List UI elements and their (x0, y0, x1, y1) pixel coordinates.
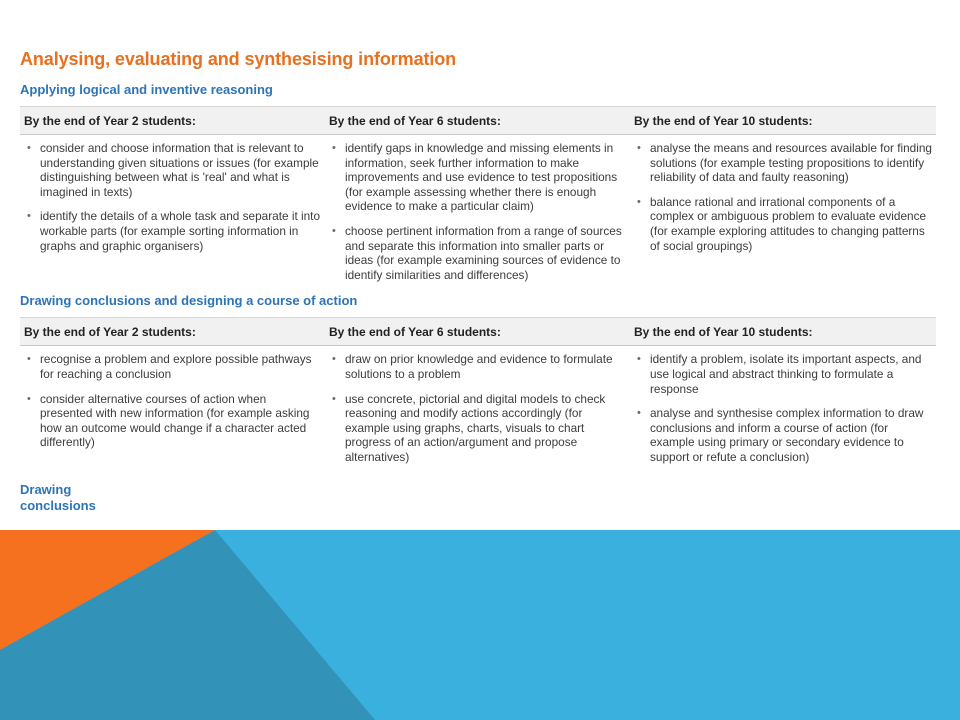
table-header-row (20, 107, 936, 135)
bullet-icon: • (637, 407, 641, 420)
bullet-icon: • (27, 210, 31, 223)
list-item-text: choose pertinent information from a range of sources and separate this information into smaller parts or ideas (for example examining sources of evidence to identify similarities and differences) (345, 223, 622, 282)
list-item-text: analyse the means and resources available for finding solutions (for example testing propositions to identify reliability of data and faulty reasoning) (650, 141, 932, 185)
clipped-section-heading (20, 482, 140, 513)
list-item-text: identify the details of a whole task and separate it into workable parts (for example sorting information in graphs and graphic organisers) (40, 209, 321, 253)
list-item (329, 224, 626, 282)
list-item (634, 195, 932, 253)
column-header-year-10: By the end of Year 10 students: (630, 318, 936, 346)
bullet-list (329, 352, 626, 464)
section-heading-conclusions: Drawing conclusions and designing a course of action (20, 293, 358, 309)
bullet-icon: • (637, 142, 641, 154)
year-10-cell (630, 346, 936, 475)
bullet-icon: • (637, 353, 641, 366)
column-header-year-6: By the end of Year 6 students: (325, 107, 630, 135)
year-2-cell (20, 346, 325, 475)
list-item (24, 141, 321, 199)
table-row (20, 346, 936, 475)
bullet-icon: • (332, 224, 336, 237)
list-item (24, 209, 321, 253)
year-6-cell (325, 346, 630, 475)
year-2-cell (20, 135, 325, 293)
reasoning-table (20, 106, 936, 292)
column-header-year-10: By the end of Year 10 students: (630, 107, 936, 135)
bullet-icon: • (332, 353, 336, 366)
bullet-icon: • (332, 392, 336, 405)
column-header-year-6: By the end of Year 6 students: (325, 318, 630, 346)
list-item-text: use concrete, pictorial and digital models to check reasoning and modify actions accordingly (for example using graphs, charts, visuals to chart progress of an action/argument and propose alternatives) (345, 391, 606, 464)
bullet-list (634, 141, 932, 253)
list-item (24, 352, 321, 381)
list-item (634, 406, 932, 464)
table-row (20, 135, 936, 293)
list-item-text: analyse and synthesise complex information to draw conclusions and inform a course of action (for example using primary or secondary evidence to support or refute a conclusion) (650, 406, 924, 464)
list-item-text: balance rational and irrational components of a complex or ambiguous problem to evaluate evidence (for example exploring attitudes to changing patterns of social groupings) (650, 194, 927, 253)
list-item (329, 352, 626, 381)
conclusions-table (20, 317, 936, 474)
list-item (329, 392, 626, 465)
table-header-row (20, 318, 936, 346)
bullet-list (24, 352, 321, 450)
bullet-list (329, 141, 626, 282)
decorative-footer-band (0, 530, 960, 720)
document-content (20, 48, 936, 475)
list-item (634, 352, 932, 396)
geometric-band-graphic (0, 530, 960, 720)
clipped-heading-text: Drawing conclusions (20, 482, 96, 513)
list-item-text: consider alternative courses of action when presented with new information (for example asking how an outcome would change if a character acted differently) (40, 391, 310, 450)
list-item-text: identify a problem, isolate its important aspects, and use logical and abstract thinking to formulate a response (650, 352, 922, 396)
list-item-text: consider and choose information that is relevant to understanding given situations or issues (for example distinguishing between what is 'real' and what is imagined in texts) (40, 141, 319, 199)
bullet-icon: • (27, 392, 31, 405)
column-header-year-2: By the end of Year 2 students: (20, 107, 325, 135)
section-heading-reasoning: Applying logical and inventive reasoning (20, 82, 273, 97)
bullet-icon: • (27, 353, 31, 366)
list-item-text: draw on prior knowledge and evidence to formulate solutions to a problem (345, 352, 613, 381)
year-10-cell (630, 135, 936, 293)
bullet-icon: • (637, 195, 641, 208)
list-item-text: identify gaps in knowledge and missing elements in information, seek further information to make improvements and use evidence to test propositions (for example assessing whether there is enough evidence to make a particular claim) (345, 141, 618, 214)
list-item (634, 141, 932, 185)
bullet-icon: • (332, 142, 336, 154)
list-item-text: recognise a problem and explore possible pathways for reaching a conclusion (40, 352, 312, 381)
bullet-icon: • (27, 142, 31, 154)
bullet-list (24, 141, 321, 253)
year-6-cell (325, 135, 630, 293)
list-item (24, 392, 321, 450)
list-item (329, 141, 626, 214)
page-title: Analysing, evaluating and synthesising information (20, 49, 457, 69)
column-header-year-2: By the end of Year 2 students: (20, 318, 325, 346)
bullet-list (634, 352, 932, 464)
